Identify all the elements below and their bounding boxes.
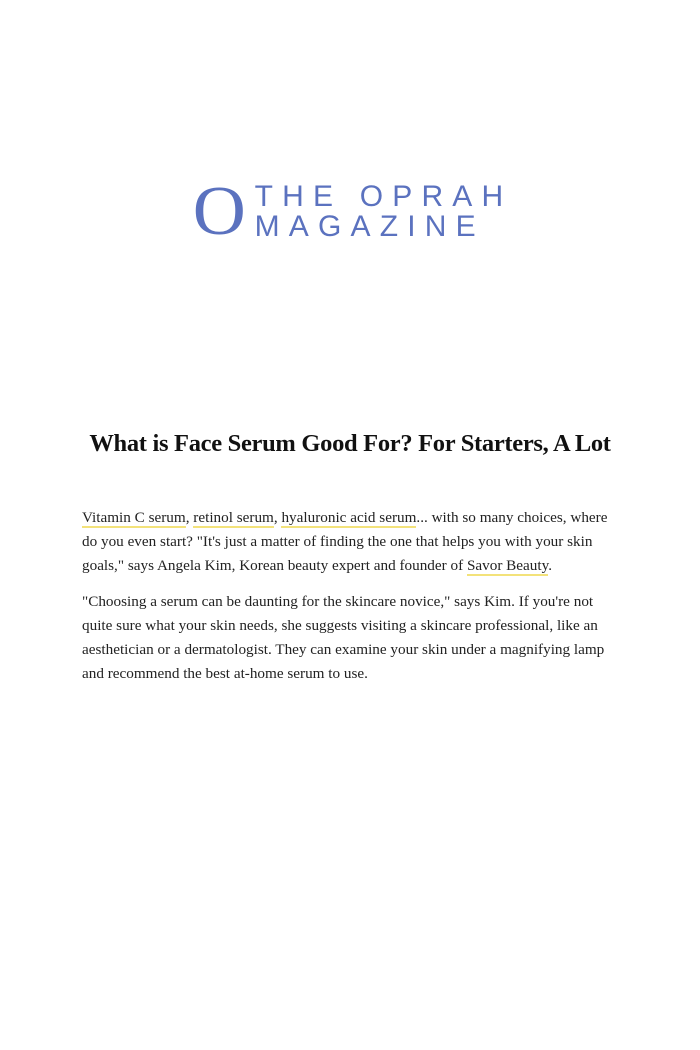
text: , <box>185 509 194 526</box>
article-body <box>82 506 622 698</box>
article-title: What is Face Serum Good For? For Starters, A Lot <box>89 430 611 457</box>
oprah-magazine-logo[interactable] <box>192 173 513 250</box>
link-retinol-serum[interactable]: retinol serum <box>193 509 274 526</box>
paragraph-advice: "Choosing a serum can be daunting for the skincare novice," says Kim. If you're not quite sure what your skin needs, she suggests visiting a skincare professional, like an aesthetician or a dermatologist. They can examine your skin under a magnifying lamp and recommend the best at-home serum to use. <box>82 593 605 682</box>
text: . <box>548 557 552 574</box>
logo-mark: O <box>192 173 246 250</box>
link-savor-beauty[interactable]: Savor Beauty <box>466 557 549 574</box>
paragraph-intro <box>82 506 622 578</box>
link-vitamin-c-serum[interactable]: Vitamin C serum <box>82 509 186 526</box>
text: , <box>273 509 282 526</box>
logo-line-2: MAGAZINE <box>254 210 485 243</box>
link-hyaluronic-acid-serum[interactable]: hyaluronic acid serum <box>281 509 417 526</box>
logo-line-1: THE OPRAH <box>254 180 513 213</box>
text: ... with so many choices, where do you even start? "It's just a matter of finding the one that helps you with your skin goals," says Angela Kim, Korean beauty expert and founder of <box>82 509 608 574</box>
